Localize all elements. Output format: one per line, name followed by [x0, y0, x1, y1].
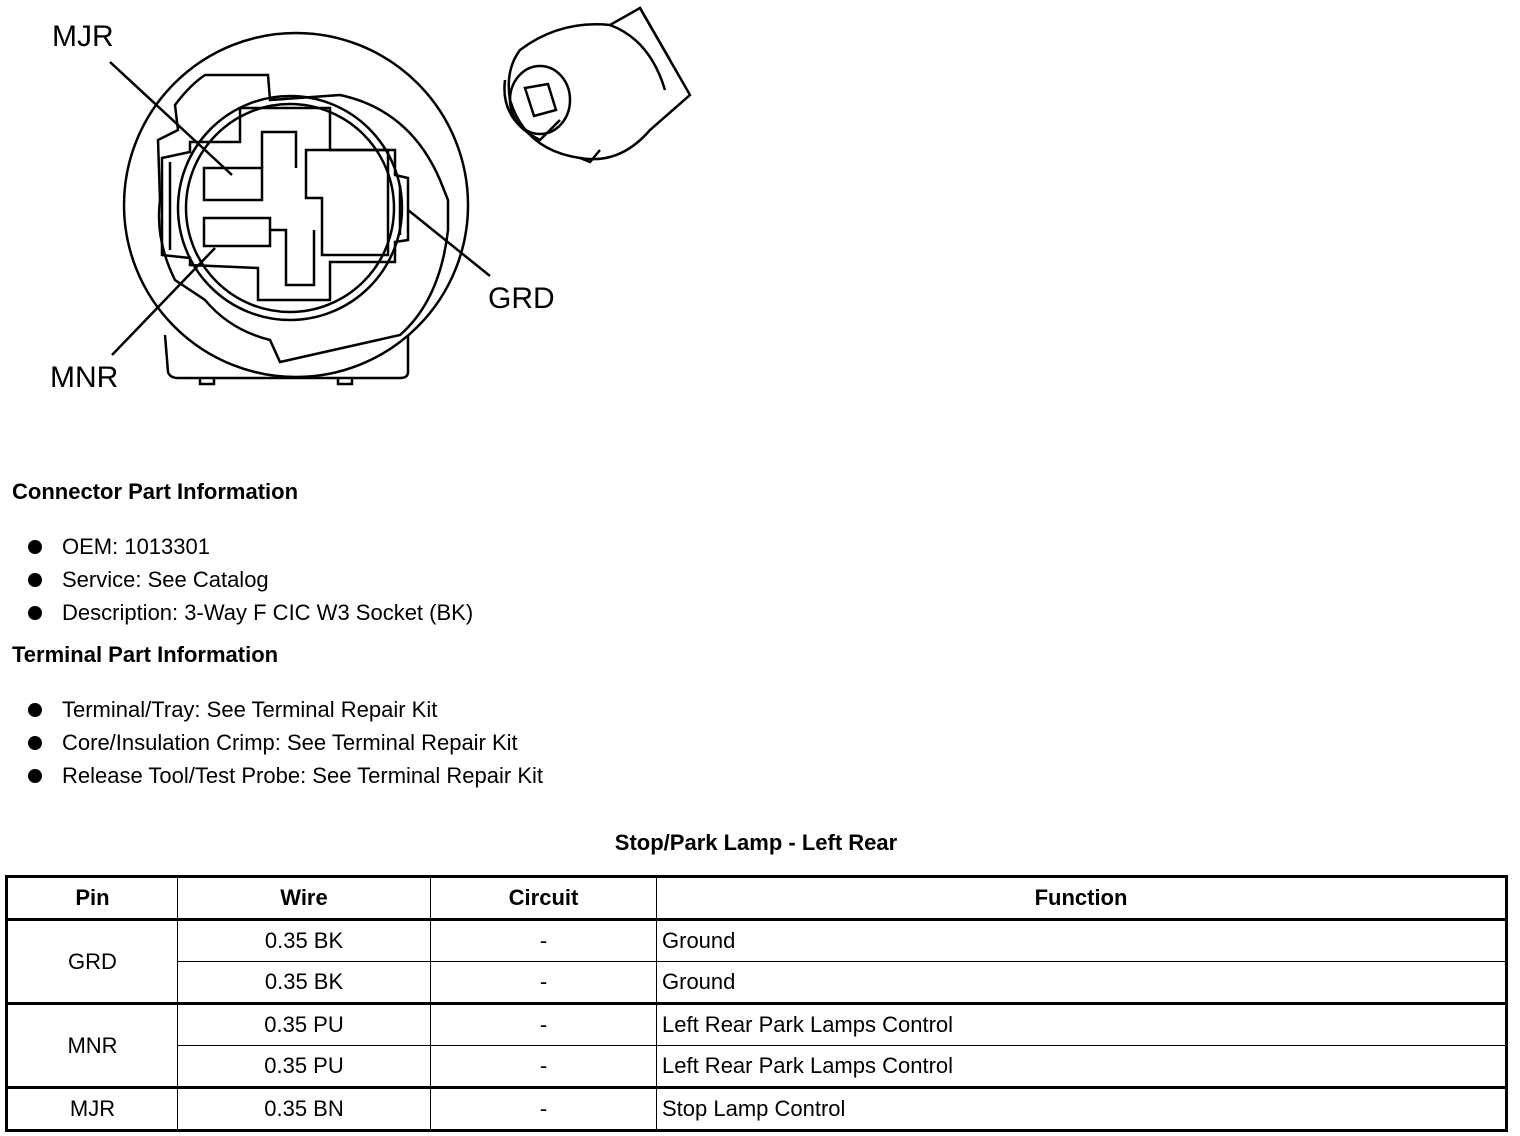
circuit-cell: - [431, 1088, 657, 1131]
terminal-grd [306, 150, 388, 255]
header-circuit: Circuit [431, 877, 657, 920]
table-row [7, 962, 1507, 1004]
list-item: Release Tool/Test Probe: See Terminal Repair Kit [24, 759, 543, 792]
list-item: Terminal/Tray: See Terminal Repair Kit [24, 693, 543, 726]
circuit-cell: - [431, 920, 657, 962]
terminal-info-title: Terminal Part Information [12, 642, 279, 667]
bulb-socket-illustration [504, 8, 690, 162]
header-pin: Pin [7, 877, 178, 920]
table-row [7, 1088, 1507, 1131]
wire-cell: 0.35 PU [178, 1004, 431, 1046]
pin-cell: MNR [7, 1004, 178, 1088]
connector-info-title: Connector Part Information [12, 479, 299, 504]
pinout-table [5, 875, 1508, 1132]
function-cell: Left Rear Park Lamps Control [657, 1004, 1507, 1046]
wire-cell: 0.35 BK [178, 962, 431, 1004]
list-item: Service: See Catalog [24, 563, 473, 596]
header-wire: Wire [178, 877, 431, 920]
table-row [7, 1004, 1507, 1046]
pin-label-mjr: MJR [52, 20, 114, 53]
circuit-cell: - [431, 1046, 657, 1088]
header-function: Function [657, 877, 1507, 920]
wire-cell: 0.35 PU [178, 1046, 431, 1088]
function-cell: Stop Lamp Control [657, 1088, 1507, 1131]
connector-outer-ring [124, 33, 468, 377]
connector-info-list [24, 530, 473, 629]
circuit-cell: - [431, 962, 657, 1004]
connector-inner-ring [178, 96, 402, 320]
circuit-cell: - [431, 1004, 657, 1046]
table-row [7, 1046, 1507, 1088]
terminal-mnr [204, 218, 270, 246]
list-item: Core/Insulation Crimp: See Terminal Repair Kit [24, 726, 543, 759]
connector-diagram [0, 0, 720, 400]
terminal-mjr [204, 168, 262, 200]
pin-cell: GRD [7, 920, 178, 1004]
wire-cell: 0.35 BN [178, 1088, 431, 1131]
terminal-info-list [24, 693, 543, 792]
function-cell: Left Rear Park Lamps Control [657, 1046, 1507, 1088]
list-item: Description: 3-Way F CIC W3 Socket (BK) [24, 596, 473, 629]
leader-line-mnr [112, 248, 215, 355]
leader-line-mjr [110, 62, 232, 175]
pin-label-mnr: MNR [50, 361, 119, 394]
table-title: Stop/Park Lamp - Left Rear [614, 830, 898, 855]
function-cell: Ground [657, 920, 1507, 962]
pin-label-grd: GRD [488, 282, 555, 315]
pin-cell: MJR [7, 1088, 178, 1131]
table-row [7, 920, 1507, 962]
wire-cell: 0.35 BK [178, 920, 431, 962]
list-item: OEM: 1013301 [24, 530, 473, 563]
function-cell: Ground [657, 962, 1507, 1004]
